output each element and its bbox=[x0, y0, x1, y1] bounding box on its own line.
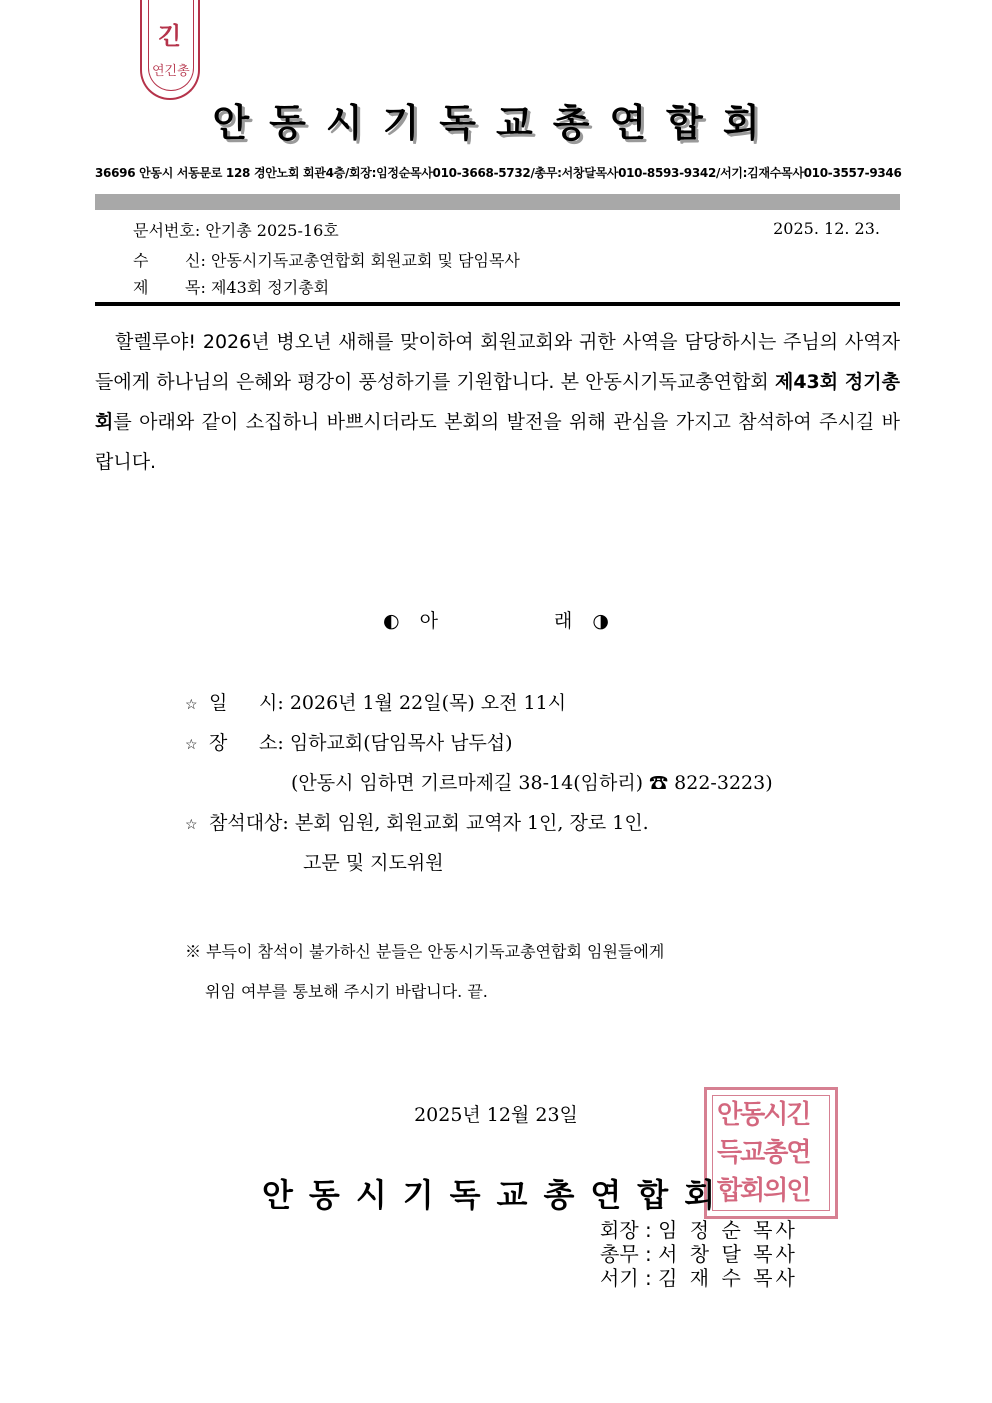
officer-row: 서기 : 김 재 수 목사 bbox=[600, 1266, 798, 1290]
letterhead-bar bbox=[95, 194, 900, 210]
place-value: 임하교회(담임목사 남두섭) bbox=[289, 732, 513, 754]
subject-label-1: 제 bbox=[133, 278, 149, 297]
time-row bbox=[185, 688, 566, 715]
doc-number-row bbox=[133, 218, 339, 241]
seal-glyphs: 득교총연 bbox=[717, 1138, 810, 1168]
officer-title: 총무 bbox=[600, 1242, 639, 1266]
subject-row bbox=[133, 275, 329, 298]
section-heading-left: 아 bbox=[419, 610, 438, 632]
doc-number-value: 안기총 2025-16호 bbox=[205, 221, 339, 240]
time-label-1: 일 bbox=[209, 692, 228, 714]
half-circle-right-icon: ◑ bbox=[592, 610, 610, 632]
signature-date: 2025년 12월 23일 bbox=[414, 1104, 578, 1126]
half-circle-left-icon: ◐ bbox=[382, 610, 400, 632]
section-heading-right: 래 bbox=[554, 610, 573, 632]
notice-line-1: ※ 부득이 참석이 불가하신 분들은 안동시기독교총연합회 임원들에게 bbox=[185, 942, 665, 961]
officer-title: 서기 bbox=[600, 1266, 639, 1290]
officer-name: 김 재 수 목사 bbox=[658, 1266, 798, 1290]
letterhead-address: 36696 안동시 서동문로 128 경안노회 회관4층/회장:임정순목사010-3668-5732/총무:서창달목사010-8593-9342/서기:김재수목사010-3557-9346 bbox=[95, 166, 902, 180]
star-icon: ☆ bbox=[185, 737, 198, 753]
star-icon: ☆ bbox=[185, 697, 198, 713]
attendees-row bbox=[185, 808, 649, 835]
officer-row: 총무 : 서 창 달 목사 bbox=[600, 1242, 798, 1266]
top-seal-text-2: 연긴총 bbox=[152, 64, 190, 79]
section-heading bbox=[0, 606, 992, 633]
body-text-bold: 제43회 정기총회 bbox=[95, 371, 900, 433]
doc-date: 2025. 12. 23. bbox=[773, 219, 880, 238]
recipient-label-2: 신: bbox=[185, 251, 206, 270]
officer-title: 회장 bbox=[600, 1218, 639, 1242]
body-text-part2: 를 아래와 같이 소집하니 바쁘시더라도 본회의 발전을 위해 관심을 가지고 참석하여 주시길 바랍니다. bbox=[95, 411, 900, 473]
time-value: 2026년 1월 22일(목) 오전 11시 bbox=[289, 692, 567, 714]
officer-row: 회장 : 임 정 순 목사 bbox=[600, 1218, 798, 1242]
body-text-part1: 할렐루야! 2026년 병오년 새해를 맞이하여 회원교회와 귀한 사역을 담당하시는 주님의 사역자들에게 하나님의 은혜와 평강이 풍성하기를 기원합니다. 본 안동시기독교총연합회 bbox=[95, 331, 900, 393]
top-seal-text-1: 긴 bbox=[158, 21, 182, 50]
recipient-row bbox=[133, 248, 520, 271]
time-label-2: 시: bbox=[259, 692, 284, 714]
officers-list bbox=[600, 1218, 798, 1290]
doc-number-label: 문서번호: bbox=[133, 221, 201, 240]
officer-name: 임 정 순 목사 bbox=[658, 1218, 798, 1242]
letterhead-title: 안동시기독교총연합회 bbox=[212, 101, 780, 145]
place-label-1: 장 bbox=[209, 732, 228, 754]
body-paragraph bbox=[95, 322, 900, 482]
subject-value: 제43회 정기총회 bbox=[210, 278, 330, 297]
recipient-label-1: 수 bbox=[133, 251, 149, 270]
notice-line-2: 위임 여부를 통보해 주시기 바랍니다. 끝. bbox=[205, 982, 488, 1001]
notice bbox=[185, 932, 664, 1012]
seal-glyphs: 안동시긴 bbox=[717, 1100, 810, 1130]
attendees-label: 참석대상: bbox=[209, 812, 289, 834]
header-divider bbox=[95, 302, 900, 306]
attendees-value-2: 고문 및 지도위원 bbox=[303, 852, 444, 874]
top-seal-stamp bbox=[140, 0, 200, 100]
star-icon: ☆ bbox=[185, 817, 198, 833]
place-row bbox=[185, 728, 513, 755]
seal-glyphs: 합회의인 bbox=[717, 1176, 810, 1206]
place-address: (안동시 임하면 기르마제길 38-14(임하리) ☎ 822-3223) bbox=[291, 772, 773, 794]
officer-name: 서 창 달 목사 bbox=[658, 1242, 798, 1266]
subject-label-2: 목: bbox=[185, 278, 206, 297]
recipient-value: 안동시기독교총연합회 회원교회 및 담임목사 bbox=[210, 251, 520, 270]
attendees-value: 본회 임원, 회원교회 교역자 1인, 장로 1인. bbox=[294, 812, 649, 834]
signature-org-name: 안동시기독교총연합회 bbox=[262, 1176, 732, 1214]
place-label-2: 소: bbox=[259, 732, 284, 754]
